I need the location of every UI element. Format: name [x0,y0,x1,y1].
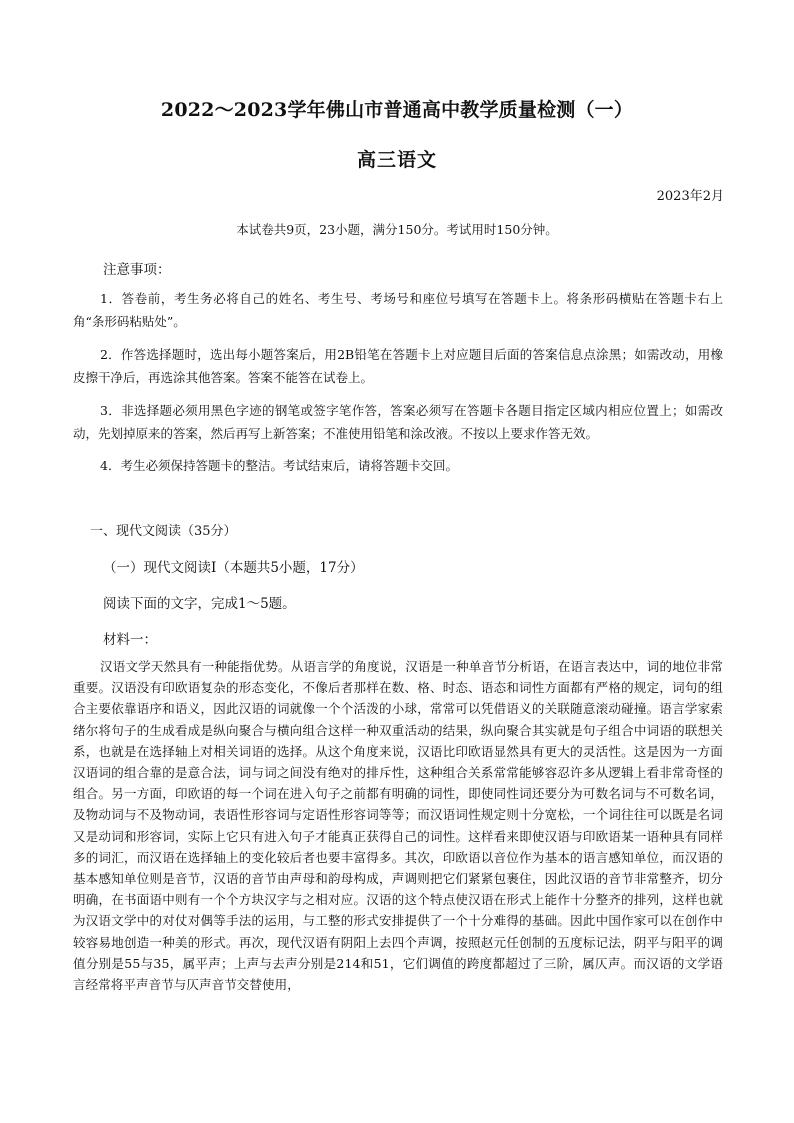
notice-item: 1．答卷前，考生务必将自己的姓名、考生号、考场号和座位号填写在答题卡上。将条形码横贴在答题卡右上角“条形码粘贴处”。 [73,291,723,329]
exam-title: 2022～2023学年佛山市普通高中教学质量检测（一） [160,99,634,121]
reading-instruction: 阅读下面的文字，完成1～5题。 [103,596,296,612]
section-heading: 一、现代文阅读（35分） [90,524,237,539]
notice-item: 2．作答选择题时，选出每小题答案后，用2B铅笔在答题卡上对应题目后面的答案信息点涂黑；如需改动，用橡皮擦干净后，再选涂其他答案。答案不能答在试卷上。 [73,347,723,385]
notice-item: 4．考生必须保持答题卡的整洁。考试结束后，请将答题卡交回。 [100,458,458,473]
material-label: 材料一： [103,632,157,648]
subsection-heading: （一）现代文阅读Ⅰ（本题共5小题，17分） [103,560,364,576]
exam-subject: 高三语文 [356,149,437,171]
exam-info: 本试卷共9页，23小题，满分150分。考试用时150分钟。 [236,222,558,237]
exam-date: 2023年2月 [656,189,724,204]
reading-passage: 汉语文学天然具有一种能指优势。从语言学的角度说，汉语是一种单音节分析语，在语言表达中，词的地位非常重要。汉语没有印欧语复杂的形态变化，不像后者那样在数、格、时态、语态和词性方面都有严格的规定，词句的组合主要依靠语序和语义，因此汉语的词就像一个个活泼的小球，常常可以凭借语义的关联随意滚动碰撞。语言学家索绪尔将句子的生成看成是纵向聚合与横向组合这样一种双重活动的结果，纵向聚合其实就是句子组合中词语的联想关系，也就是在选择轴上对相关词语的选择。从这个角度来说，汉语比印欧语显然具有更大的灵活性。这是因为一方面汉语词的组合靠的是意合法，词与词之间没有绝对的排斥性，这种组合关系常常能够容忍许多从逻辑上看非常奇怪的组合。另一方面，印欧语的每一个词在进入句子之前都有明确的词性，即使同性词还要分为可数名词与不可数名词，及物动词与不及物动词，表语性形容词与定语性形容词等等；而汉语词性规定则十分宽松，一个词往往可以既是名词又是动词和形容词，实际上它只有进入句子才能真正获得自己的词性。这样看来即使汉语与印欧语某一语种具有同样多的词汇，而汉语在选择轴上的变化较后者也要丰富得多。其次，印欧语以音位作为基本的语言感知单位，而汉语的基本感知单位则是音节，汉语的音节由声母和韵母构成，声调则把它们紧紧包裹住，因此汉语的音节非常整齐，切分明确，在书面语中则有一个个方块汉字与之相对应。汉语的这个特点使汉语在形式上能作十分整齐的排列，这样也就为汉语文学中的对仗对偶等手法的运用，与工整的形式安排提供了一个十分难得的基础。因此中国作家可以在创作中较容易地创造一种美的形式。再次，现代汉语有阴阳上去四个声调，按照赵元任创制的五度标记法，阴平与阳平的调值分别是55与35，属平声；上声与去声分别是214和51，它们调值的跨度都超过了三阶，属仄声。而汉语的文学语言经常将平声音节与仄声音节交替使用， [73,659,723,993]
notice-item: 3．非选择题必须用黑色字迹的钢笔或签字笔作答，答案必须写在答题卡各题目指定区域内相应位置上；如需改动，先划掉原来的答案，然后再写上新答案；不准使用铅笔和涂改液。不按以上要求作答无效。 [73,403,723,441]
notice-heading: 注意事项： [103,262,171,278]
